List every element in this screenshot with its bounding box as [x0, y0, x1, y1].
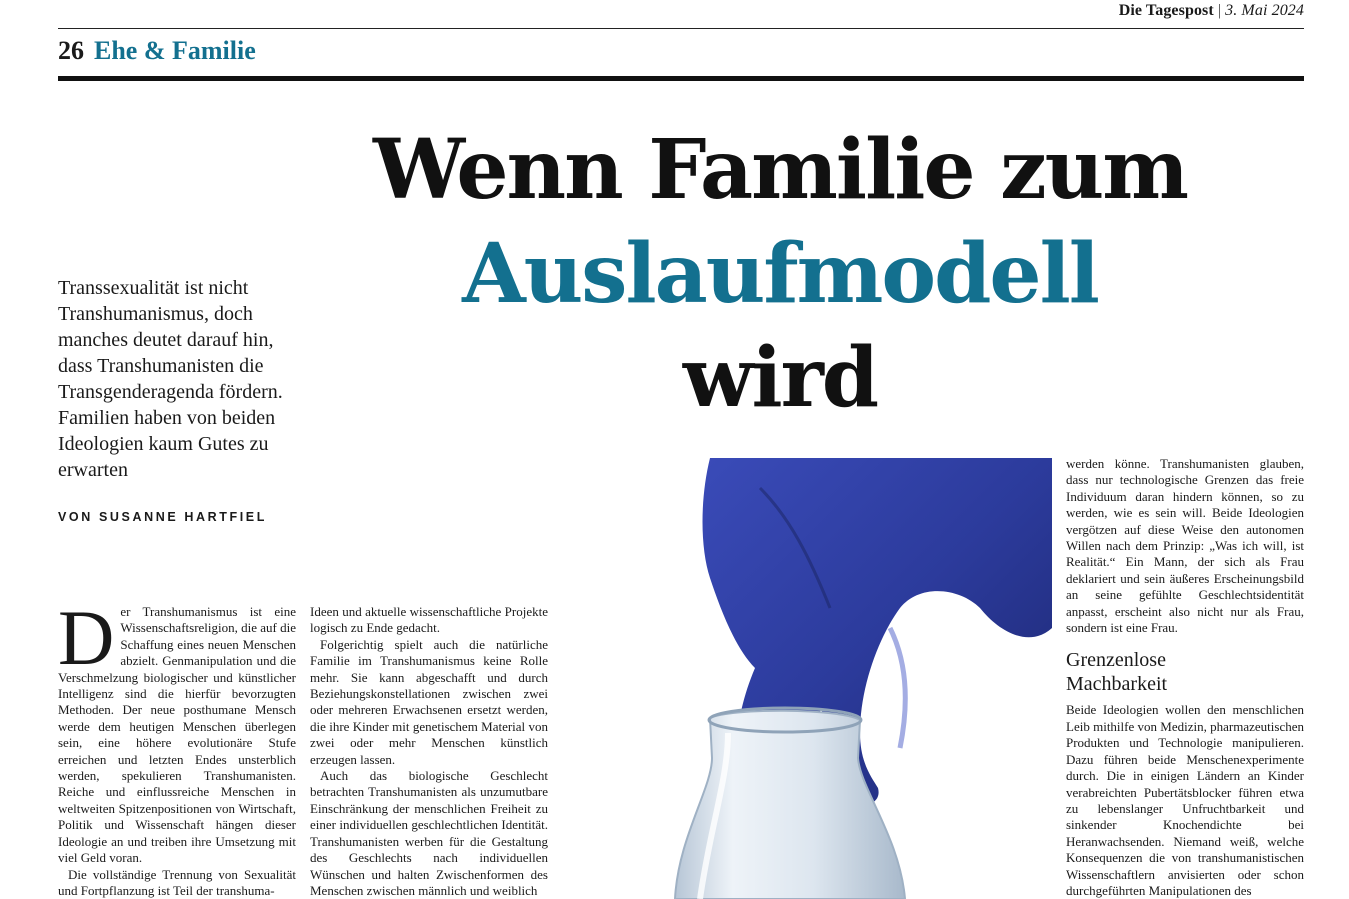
article-column-3	[1066, 456, 1304, 899]
paragraph: Beide Ideologien wollen den menschlichen Leib mithilfe von Medizin, pharmazeutischen Produkten und Technologie manipulieren. Dazu führen beide Menschenexperimente durch. Die in einigen Ländern an Kinder verabreichten Pubertätsblocker führen etwa zu lebenslanger Unfruchtbarkeit und sinkender Knochendichte bei Heranwachsenden. Niemand weiß, welche Konsequenzen die von transhumanistischen Wissenschaftlern anvisierten oder schon durchgeführten Manipulationen des	[1066, 702, 1304, 898]
paragraph: Ideen und aktuelle wissenschaftliche Projekte logisch zu Ende gedacht.	[310, 604, 548, 636]
page-number: 26	[58, 36, 84, 65]
masthead-bar	[0, 0, 1304, 28]
section-divider	[58, 76, 1304, 81]
subheading-line-2: Machbarkeit	[1066, 673, 1168, 696]
headline-line-2: Auslaufmodell	[462, 226, 1098, 322]
publication-name: Die Tagespost	[1118, 2, 1214, 19]
flask-shape	[675, 711, 905, 899]
headline-line-3: wird	[682, 330, 878, 426]
publication-line	[1119, 2, 1304, 20]
section-header	[58, 36, 256, 66]
article-deck: Transsexualität ist nicht Transhumanismus, doch manches deutet darauf hin, dass Transhumanisten die Transgenderagenda fördern. Familien haben von beiden Ideologien kaum Gutes zu erwarten	[58, 277, 283, 481]
gloved-hand-flask-image	[560, 458, 1052, 899]
section-title[interactable]: Ehe & Familie	[94, 36, 256, 65]
article-column-2	[310, 604, 548, 899]
dropcap: D	[58, 594, 115, 681]
subheading	[1066, 648, 1304, 696]
paragraph-text: er Transhumanismus ist eine Wissenschaftsreligion, die auf die Schaffung eines neuen Menschen abzielt. Genmanipulation und die Verschmelzung biologischer und künstlicher Intelligenz sind die hierfür bevorzugten Methoden. Der neue posthumane Mensch werde dem heutigen Menschen überlegen sein, eine höhere evolutionäre Stufe erreichen und letzten Endes unsterblich werden, spekulieren Transhumanisten. Reiche und einflussreiche Menschen in weltweiten Spitzenpositionen von Wirtschaft, Politik und Wissenschaft hängen dieser Ideologie an und treiben ihre Umsetzung mit viel Geld voran.	[58, 604, 296, 866]
paragraph: Auch das biologische Geschlecht betrachten Transhumanisten als unzumutbare Einschränkung der menschlichen Freiheit zu einer individuellen geschlechtlichen Identität. Transhumanisten werben für die Gestaltung des Geschlechts nach individuellen Wünschen und halten Zwischenformen des Menschen zwischen männlich und weiblich	[310, 768, 548, 898]
article-photo	[560, 458, 1052, 899]
article-column-1	[58, 594, 296, 899]
separator: |	[1217, 2, 1222, 19]
top-divider	[58, 28, 1304, 29]
headline	[320, 118, 1240, 430]
paragraph: werden könne. Transhumanisten glauben, dass nur technologische Grenzen das freie Individuum daran hindern können, so zu werden, wie es sein will. Beide Ideologien vergötzen auf diese Weise den autonomen Willen nach dem Prinzip: „Was ich will, ist Realität.“ Ein Mann, der sich als Frau deklariert und sein äußeres Erscheinungsbild an seine gefühlte Geschlechtsidentität anpasst, erscheint also nicht nur als Frau, sondern ist eine Frau.	[1066, 456, 1304, 636]
byline: VON SUSANNE HARTFIEL	[58, 510, 267, 524]
paragraph	[58, 594, 296, 867]
subheading-line-1: Grenzenlose	[1066, 649, 1166, 672]
paragraph: Die vollständige Trennung von Sexualität und Fortpflanzung ist Teil der transhuma-	[58, 866, 296, 898]
issue-date: 3. Mai 2024	[1225, 2, 1304, 19]
paragraph: Folgerichtig spielt auch die natürliche Familie im Transhumanismus keine Rolle mehr. Sie kann abgeschafft und durch Beziehungskonstellationen zwischen zwei oder mehreren Erwachsenen ersetzt werden, die ihre Kinder mit genetischem Material von zwei oder mehr Menschen künstlich erzeugen lassen.	[310, 636, 548, 767]
headline-line-1: Wenn Familie zum	[372, 122, 1188, 218]
